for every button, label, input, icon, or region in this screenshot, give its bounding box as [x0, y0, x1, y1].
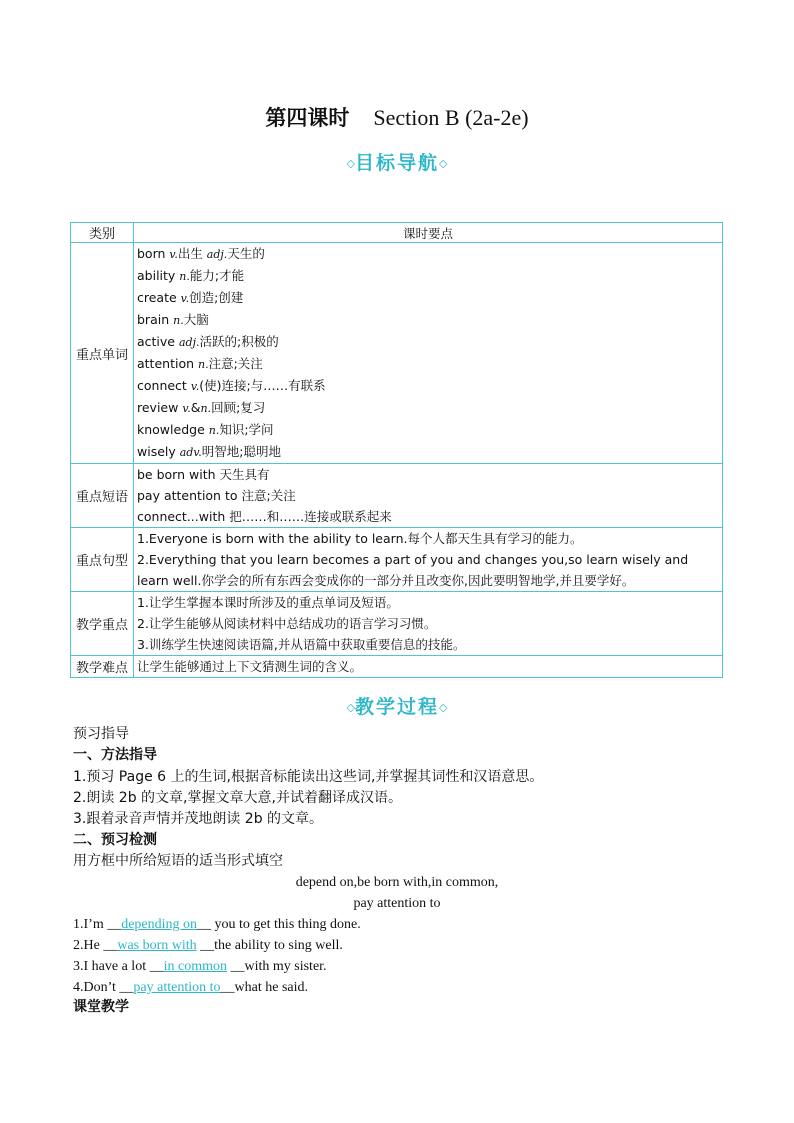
table-point-line	[137, 464, 719, 485]
section-heading-goals-text: 目标导航	[354, 152, 439, 174]
exercise-4	[73, 977, 308, 998]
table-header-points: 课时要点	[134, 223, 723, 243]
diamond-right-icon: ◇	[439, 157, 448, 170]
exercise-3-answer: in common	[163, 959, 227, 974]
table-point-line	[137, 397, 719, 419]
point-text: attention	[137, 356, 198, 371]
table-category-cell: 教学重点	[71, 592, 134, 656]
point-text: review	[137, 400, 183, 415]
part-of-speech: v.	[182, 402, 191, 415]
method-item-1: 1.预习 Page 6 上的生词,根据音标能读出这些词,并掌握其词性和汉语意思。	[73, 769, 544, 785]
point-text: active	[137, 334, 179, 349]
point-text: (使)连接;与……有联系	[199, 378, 326, 393]
point-text: 1.让学生掌握本课时所涉及的重点单词及短语。	[137, 595, 399, 610]
point-text: 大脑	[183, 312, 209, 327]
exercise-1-prefix: 1.I’m __	[73, 917, 122, 932]
table-point-line	[137, 375, 719, 397]
table-point-line	[137, 265, 719, 287]
table-category-cell: 重点单词	[71, 243, 134, 464]
exercise-1-answer: depending on	[121, 917, 198, 932]
part-of-speech: v.	[169, 248, 178, 261]
table-point-line	[137, 549, 719, 591]
point-text: 2.让学生能够从阅读材料中总结成功的语言学习习惯。	[137, 616, 437, 631]
table-points-cell	[134, 656, 723, 678]
part-of-speech: adv.	[179, 446, 202, 459]
part-of-speech: n.	[208, 424, 220, 437]
class-teaching-heading: 课堂教学	[73, 999, 129, 1015]
page-title	[0, 102, 794, 132]
point-text: 能力;才能	[189, 268, 245, 283]
diamond-right-icon: ◇	[439, 701, 448, 714]
section-heading-process	[0, 692, 794, 719]
exercise-4-answer: pay attention to	[133, 980, 221, 995]
table-point-line	[137, 353, 719, 375]
exercise-3-suffix: __with my sister.	[226, 959, 327, 974]
point-text: create	[137, 290, 181, 305]
table-point-line	[137, 441, 719, 463]
table-points-cell	[134, 528, 723, 592]
table-row	[71, 243, 723, 464]
table-category-cell: 教学难点	[71, 656, 134, 678]
part-of-speech: v.	[190, 380, 200, 393]
exercise-2-suffix: __the ability to sing well.	[196, 938, 343, 953]
table-row	[71, 592, 723, 656]
phrase-box-line-1: depend on,be born with,in common,	[295, 875, 499, 890]
section-heading-process-text: 教学过程	[354, 696, 439, 718]
exercise-1	[73, 914, 361, 935]
title-en: Section B (2a-2e)	[373, 105, 529, 130]
point-text: connect	[137, 378, 191, 393]
table-point-line	[137, 309, 719, 331]
exercise-4-prefix: 4.Don’t __	[73, 980, 134, 995]
part-of-speech: n.	[198, 358, 209, 371]
point-text: wisely	[137, 444, 180, 459]
part-of-speech: adj.	[206, 248, 228, 261]
table-points-cell	[134, 592, 723, 656]
check-heading: 二、预习检测	[73, 832, 157, 848]
method-item-2: 2.朗读 2b 的文章,掌握文章大意,并试着翻译成汉语。	[73, 790, 402, 806]
point-text: 知识;学问	[219, 422, 274, 437]
part-of-speech: adj.	[178, 336, 200, 349]
table-header-row	[71, 223, 723, 243]
exercise-3-prefix: 3.I have a lot __	[73, 959, 164, 974]
exercise-2-answer: was born with	[117, 938, 197, 953]
table-point-line	[137, 528, 719, 549]
table-point-line	[137, 634, 719, 655]
point-text: 明智地;聪明地	[201, 444, 281, 459]
point-text: &	[190, 400, 201, 415]
exercise-1-suffix: __ you to get this thing done.	[197, 917, 361, 932]
table-category-cell: 重点句型	[71, 528, 134, 592]
point-text: ability	[137, 268, 180, 283]
point-text: 1.Everyone is born with the ability to learn.每个人都天生具有学习的能力。	[137, 531, 583, 546]
table-points-cell	[134, 243, 723, 464]
exercise-2-prefix: 2.He __	[73, 938, 118, 953]
table-row	[71, 528, 723, 592]
table-row	[71, 464, 723, 528]
point-text: 2.Everything that you learn becomes a part of you and changes you,so learn wisely and learn well.你学会的所有东西会变成你的一部分并且改变你,因此要明智地学,并且要学好。	[137, 552, 689, 588]
point-text: brain	[137, 312, 174, 327]
table-points-cell	[134, 464, 723, 528]
table-point-line	[137, 592, 719, 613]
lesson-points-table	[70, 222, 723, 678]
point-text: 活跃的;积极的	[199, 334, 279, 349]
exercise-2	[73, 935, 343, 956]
point-text: born	[137, 246, 170, 261]
part-of-speech: n.	[200, 402, 212, 415]
table-point-line	[137, 419, 719, 441]
exercise-4-suffix: __what he said.	[220, 980, 308, 995]
table-point-line	[137, 331, 719, 353]
table-body	[71, 243, 723, 678]
table-point-line	[137, 243, 719, 265]
diamond-left-icon: ◇	[346, 157, 355, 170]
preview-heading: 预习指导	[73, 726, 129, 742]
point-text: 让学生能够通过上下文猜测生词的含义。	[137, 659, 363, 674]
point-text: 创造;创建	[189, 290, 244, 305]
table-point-line	[137, 656, 719, 677]
point-text: connect...with 把……和……连接或联系起来	[137, 509, 392, 524]
table-category-cell: 重点短语	[71, 464, 134, 528]
part-of-speech: v.	[180, 292, 190, 305]
point-text: 3.训练学生快速阅读语篇,并从语篇中获取重要信息的技能。	[137, 637, 466, 652]
part-of-speech: n.	[173, 314, 184, 327]
point-text: knowledge	[137, 422, 209, 437]
instruction: 用方框中所给短语的适当形式填空	[73, 853, 283, 869]
point-text: pay attention to 注意;关注	[137, 488, 296, 503]
method-item-3: 3.跟着录音声情并茂地朗读 2b 的文章。	[73, 811, 324, 827]
point-text: 回顾;复习	[211, 400, 266, 415]
exercise-3	[73, 956, 327, 977]
table-point-line	[137, 485, 719, 506]
point-text: 天生的	[227, 246, 265, 261]
diamond-left-icon: ◇	[346, 701, 355, 714]
table-point-line	[137, 287, 719, 309]
part-of-speech: n.	[179, 270, 190, 283]
method-heading: 一、方法指导	[73, 747, 157, 763]
table-header-category: 类别	[71, 223, 134, 243]
table-row	[71, 656, 723, 678]
table-point-line	[137, 613, 719, 634]
point-text: 注意;关注	[208, 356, 263, 371]
table-point-line	[137, 506, 719, 527]
section-heading-goals	[0, 148, 794, 175]
title-cn: 第四课时	[265, 106, 350, 130]
point-text: 出生	[177, 246, 207, 261]
point-text: be born with 天生具有	[137, 467, 270, 482]
phrase-box-line-2: pay attention to	[353, 896, 441, 911]
